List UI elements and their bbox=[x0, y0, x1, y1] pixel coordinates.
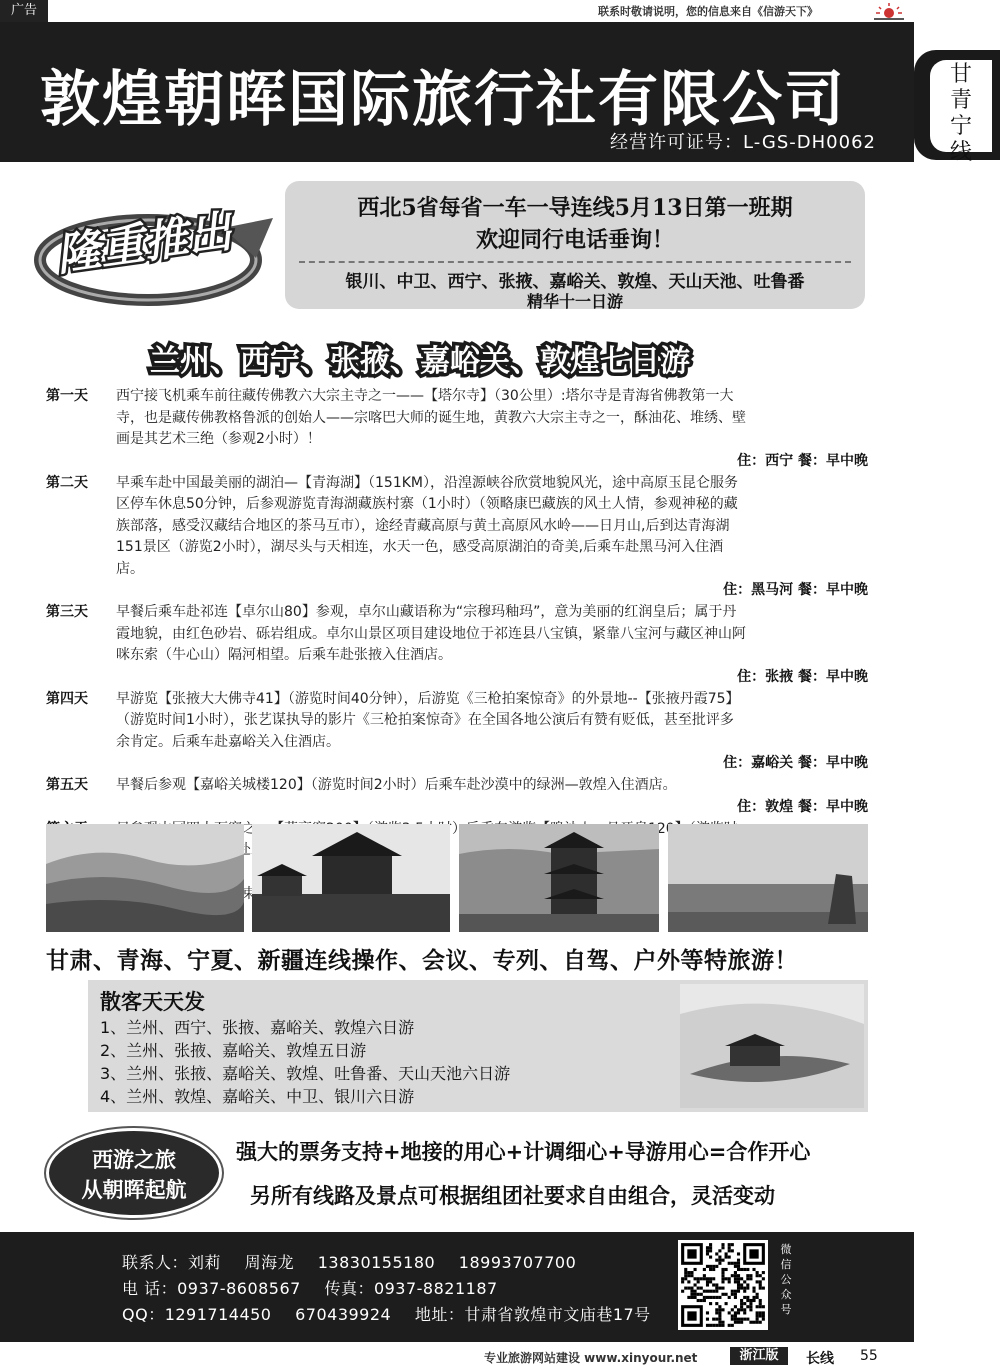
crescent-lake-photo bbox=[680, 984, 864, 1108]
day-stay-meals: 住：嘉峪关 餐：早中晚 bbox=[723, 755, 868, 771]
itinerary-day bbox=[46, 386, 872, 472]
qinghai-lake-photo bbox=[668, 824, 868, 932]
announcement-route: 银川、中卫、西宁、张掖、嘉峪关、敦煌、天山天池、吐鲁番 bbox=[345, 272, 805, 292]
list-item: 4、兰州、敦煌、嘉峪关、中卫、银川六日游 bbox=[100, 1087, 415, 1106]
day-description-line: 画是其艺术三绝（参观2小时）！ bbox=[116, 431, 321, 447]
edition-badge: 浙江版 bbox=[730, 1347, 788, 1365]
slogan-oval-line1: 西游之旅 bbox=[92, 1148, 176, 1172]
company-name: 敦煌朝晖国际旅行社有限公司 bbox=[40, 65, 846, 135]
day-stay-meals: 住：敦煌 餐：早中晚 bbox=[737, 798, 868, 815]
website-note: 专业旅游网站建设 www.xinyour.net bbox=[484, 1351, 698, 1365]
mogao-grottoes-photo bbox=[459, 824, 659, 932]
day-stay-meals: 住：黑马河 餐：早中晚 bbox=[723, 582, 868, 598]
contact-mobile: 13830155180 bbox=[317, 1253, 436, 1272]
announcement-line1: 西北5省每省一车一导连线5月13日第一班期 bbox=[357, 195, 793, 221]
contact-fax: 传真：0937-8821187 bbox=[324, 1279, 498, 1298]
day-description-line: 151景区（游览2小时），湖尽头与天相连，水天一色，感受高原湖泊的奇美,后乘车赴黑马河入住酒 bbox=[116, 539, 724, 555]
photo-strip bbox=[46, 824, 868, 932]
side-tab-char: 线 bbox=[949, 140, 972, 165]
day-description-line: 早游览【张掖大大佛寺41】（游览时间40分钟），后游览《三枪拍案惊奇》的外景地--【张掖丹霞75】 bbox=[116, 690, 740, 707]
announcement-divider bbox=[299, 261, 851, 263]
promo-badge bbox=[28, 188, 278, 320]
slogan-line1: 强大的票务支持+地接的用心+计调细心+导游用心=合作开心 bbox=[236, 1140, 811, 1164]
day-description-line: 寺，也是藏传佛教格鲁派的创始人——宗喀巴大师的诞生地，黄教六大宗主寺之一，酥油花、堆绣、壁 bbox=[116, 409, 746, 426]
contact-phone: 电 话：0937-8608567 bbox=[122, 1279, 301, 1298]
day-description-line: 早餐后参观【嘉峪关城楼120】（游览时间2小时）后乘车赴沙漠中的绿洲—敦煌入住酒店。 bbox=[116, 777, 677, 793]
contact-footer bbox=[0, 1232, 914, 1342]
day-description-line: 西宁接飞机乘车前往藏传佛教六大宗主寺之一——【塔尔寺】（30公里）:塔尔寺是青海省佛教第一大 bbox=[116, 388, 734, 404]
day-description-line: 早乘车赴中国最美丽的湖泊—【青海湖】（151KM），沿湟源峡谷欣赏地貌风光，途中高原玉昆仑服务 bbox=[116, 474, 738, 491]
daily-list bbox=[100, 1016, 510, 1108]
daily-departures bbox=[88, 980, 868, 1112]
jiayuguan-fort-photo bbox=[252, 824, 450, 932]
contact-mobile: 18993707700 bbox=[458, 1253, 577, 1272]
contact-row-qq bbox=[122, 1302, 669, 1325]
day-description-line: 店。 bbox=[116, 560, 144, 577]
list-item: 1、兰州、西宁、张掖、嘉峪关、敦煌六日游 bbox=[100, 1018, 415, 1037]
announcement-line2: 欢迎同行电话垂询！ bbox=[475, 227, 674, 253]
danxia-landscape-photo bbox=[46, 824, 244, 932]
itinerary-day bbox=[46, 602, 872, 688]
list-item: 3、兰州、张掖、嘉峪关、敦煌、吐鲁番、天山天池六日游 bbox=[100, 1064, 511, 1083]
company-header bbox=[0, 22, 914, 162]
qr-caption-char: 信 bbox=[780, 1258, 792, 1271]
day-description-line: 区停车休息50分钟，后参观游览青海湖藏族村寨（1小时）（领略康巴藏族的风土人情，参观神秘的藏 bbox=[116, 496, 738, 512]
day-label: 第一天 bbox=[46, 388, 88, 404]
qr-code-icon bbox=[678, 1240, 768, 1330]
day-label: 第五天 bbox=[46, 777, 88, 793]
day-description-line: 霞地貌，由红色砂岩、砾岩组成。卓尔山景区项目建设地位于祁连县八宝镇，紧靠八宝河与藏区神山阿 bbox=[116, 625, 746, 642]
bottom-strip bbox=[0, 1346, 1000, 1366]
day-label: 第三天 bbox=[46, 604, 88, 620]
itinerary-day bbox=[46, 473, 872, 602]
qr-caption bbox=[778, 1242, 794, 1317]
announcement-box bbox=[285, 181, 865, 309]
ad-tag: 广告 bbox=[0, 0, 48, 22]
qr-caption-char: 公 bbox=[780, 1273, 792, 1286]
qr-caption-char: 众 bbox=[780, 1288, 792, 1301]
day-description-line: 早餐后乘车赴祁连【卓尔山80】参观，卓尔山藏语称为“宗穆玛釉玛”，意为美丽的红润皇后；属于丹 bbox=[116, 604, 737, 620]
daily-title: 散客天天发 bbox=[100, 990, 205, 1014]
section-name: 长线 bbox=[806, 1351, 834, 1366]
contact-person: 周海龙 bbox=[244, 1253, 295, 1272]
top-strip bbox=[0, 0, 1000, 22]
contact-qq: 670439924 bbox=[295, 1305, 392, 1324]
day-stay-meals: 住：张掖 餐：早中晚 bbox=[737, 668, 868, 685]
day-description-line: 咪东索（牛心山）隔河相望。后乘车赴张掖入住酒店。 bbox=[116, 647, 452, 663]
contact-row-people bbox=[122, 1250, 594, 1273]
side-tab-char: 青 bbox=[949, 88, 972, 113]
license-number: 经营许可证号：L-GS-DH0062 bbox=[610, 132, 876, 153]
day-description-line: 余肯定。后乘车赴嘉峪关入住酒店。 bbox=[116, 733, 340, 750]
day-label: 第四天 bbox=[46, 690, 88, 707]
sun-logo-icon bbox=[870, 1, 908, 21]
contact-note: 联系时敬请说明，您的信息来自《信游天下》 bbox=[598, 5, 818, 18]
day-description-line: （游览时间1小时），张艺谋执导的影片《三枪拍案惊奇》在全国各地公演后有赞有贬低，甚至批评多 bbox=[116, 712, 734, 728]
announcement-days: 精华十一日游 bbox=[526, 292, 623, 311]
qr-caption-char: 微 bbox=[780, 1243, 792, 1256]
side-tab-char: 宁 bbox=[949, 114, 972, 139]
slogan-line2: 另所有线路及景点可根据组团社要求自由组合，灵活变动 bbox=[250, 1184, 775, 1208]
list-item: 2、兰州、张掖、嘉峪关、敦煌五日游 bbox=[100, 1041, 367, 1060]
contact-address: 地址：甘肃省敦煌市文庙巷17号 bbox=[414, 1305, 651, 1324]
slogan-oval-line2: 从朝晖起航 bbox=[81, 1178, 187, 1202]
tour-title: 兰州、西宁、张掖、嘉峪关、敦煌七日游 bbox=[150, 344, 690, 379]
contact-person: 联系人：刘莉 bbox=[122, 1253, 222, 1272]
side-tab-label bbox=[938, 62, 984, 166]
contact-qq: QQ：1291714450 bbox=[122, 1305, 272, 1324]
badge-text: 隆重推出 bbox=[53, 206, 235, 282]
contact-row-phone bbox=[122, 1276, 516, 1299]
day-stay-meals: 住：西宁 餐：早中晚 bbox=[737, 452, 868, 469]
qr-caption-char: 号 bbox=[780, 1303, 792, 1316]
day-description-line: 族部落，感受汉藏结合地区的茶马互市），途经青藏高原与黄土高原风水岭——日月山,后到达青海湖 bbox=[116, 517, 730, 534]
itinerary-day bbox=[46, 689, 872, 775]
tagline: 甘肃、青海、宁夏、新疆连线操作、会议、专列、自驾、户外等特旅游！ bbox=[46, 948, 798, 974]
day-label: 第二天 bbox=[46, 474, 88, 491]
side-tab-char: 甘 bbox=[949, 62, 972, 87]
itinerary-day bbox=[46, 775, 872, 818]
page-number: 55 bbox=[860, 1348, 878, 1364]
